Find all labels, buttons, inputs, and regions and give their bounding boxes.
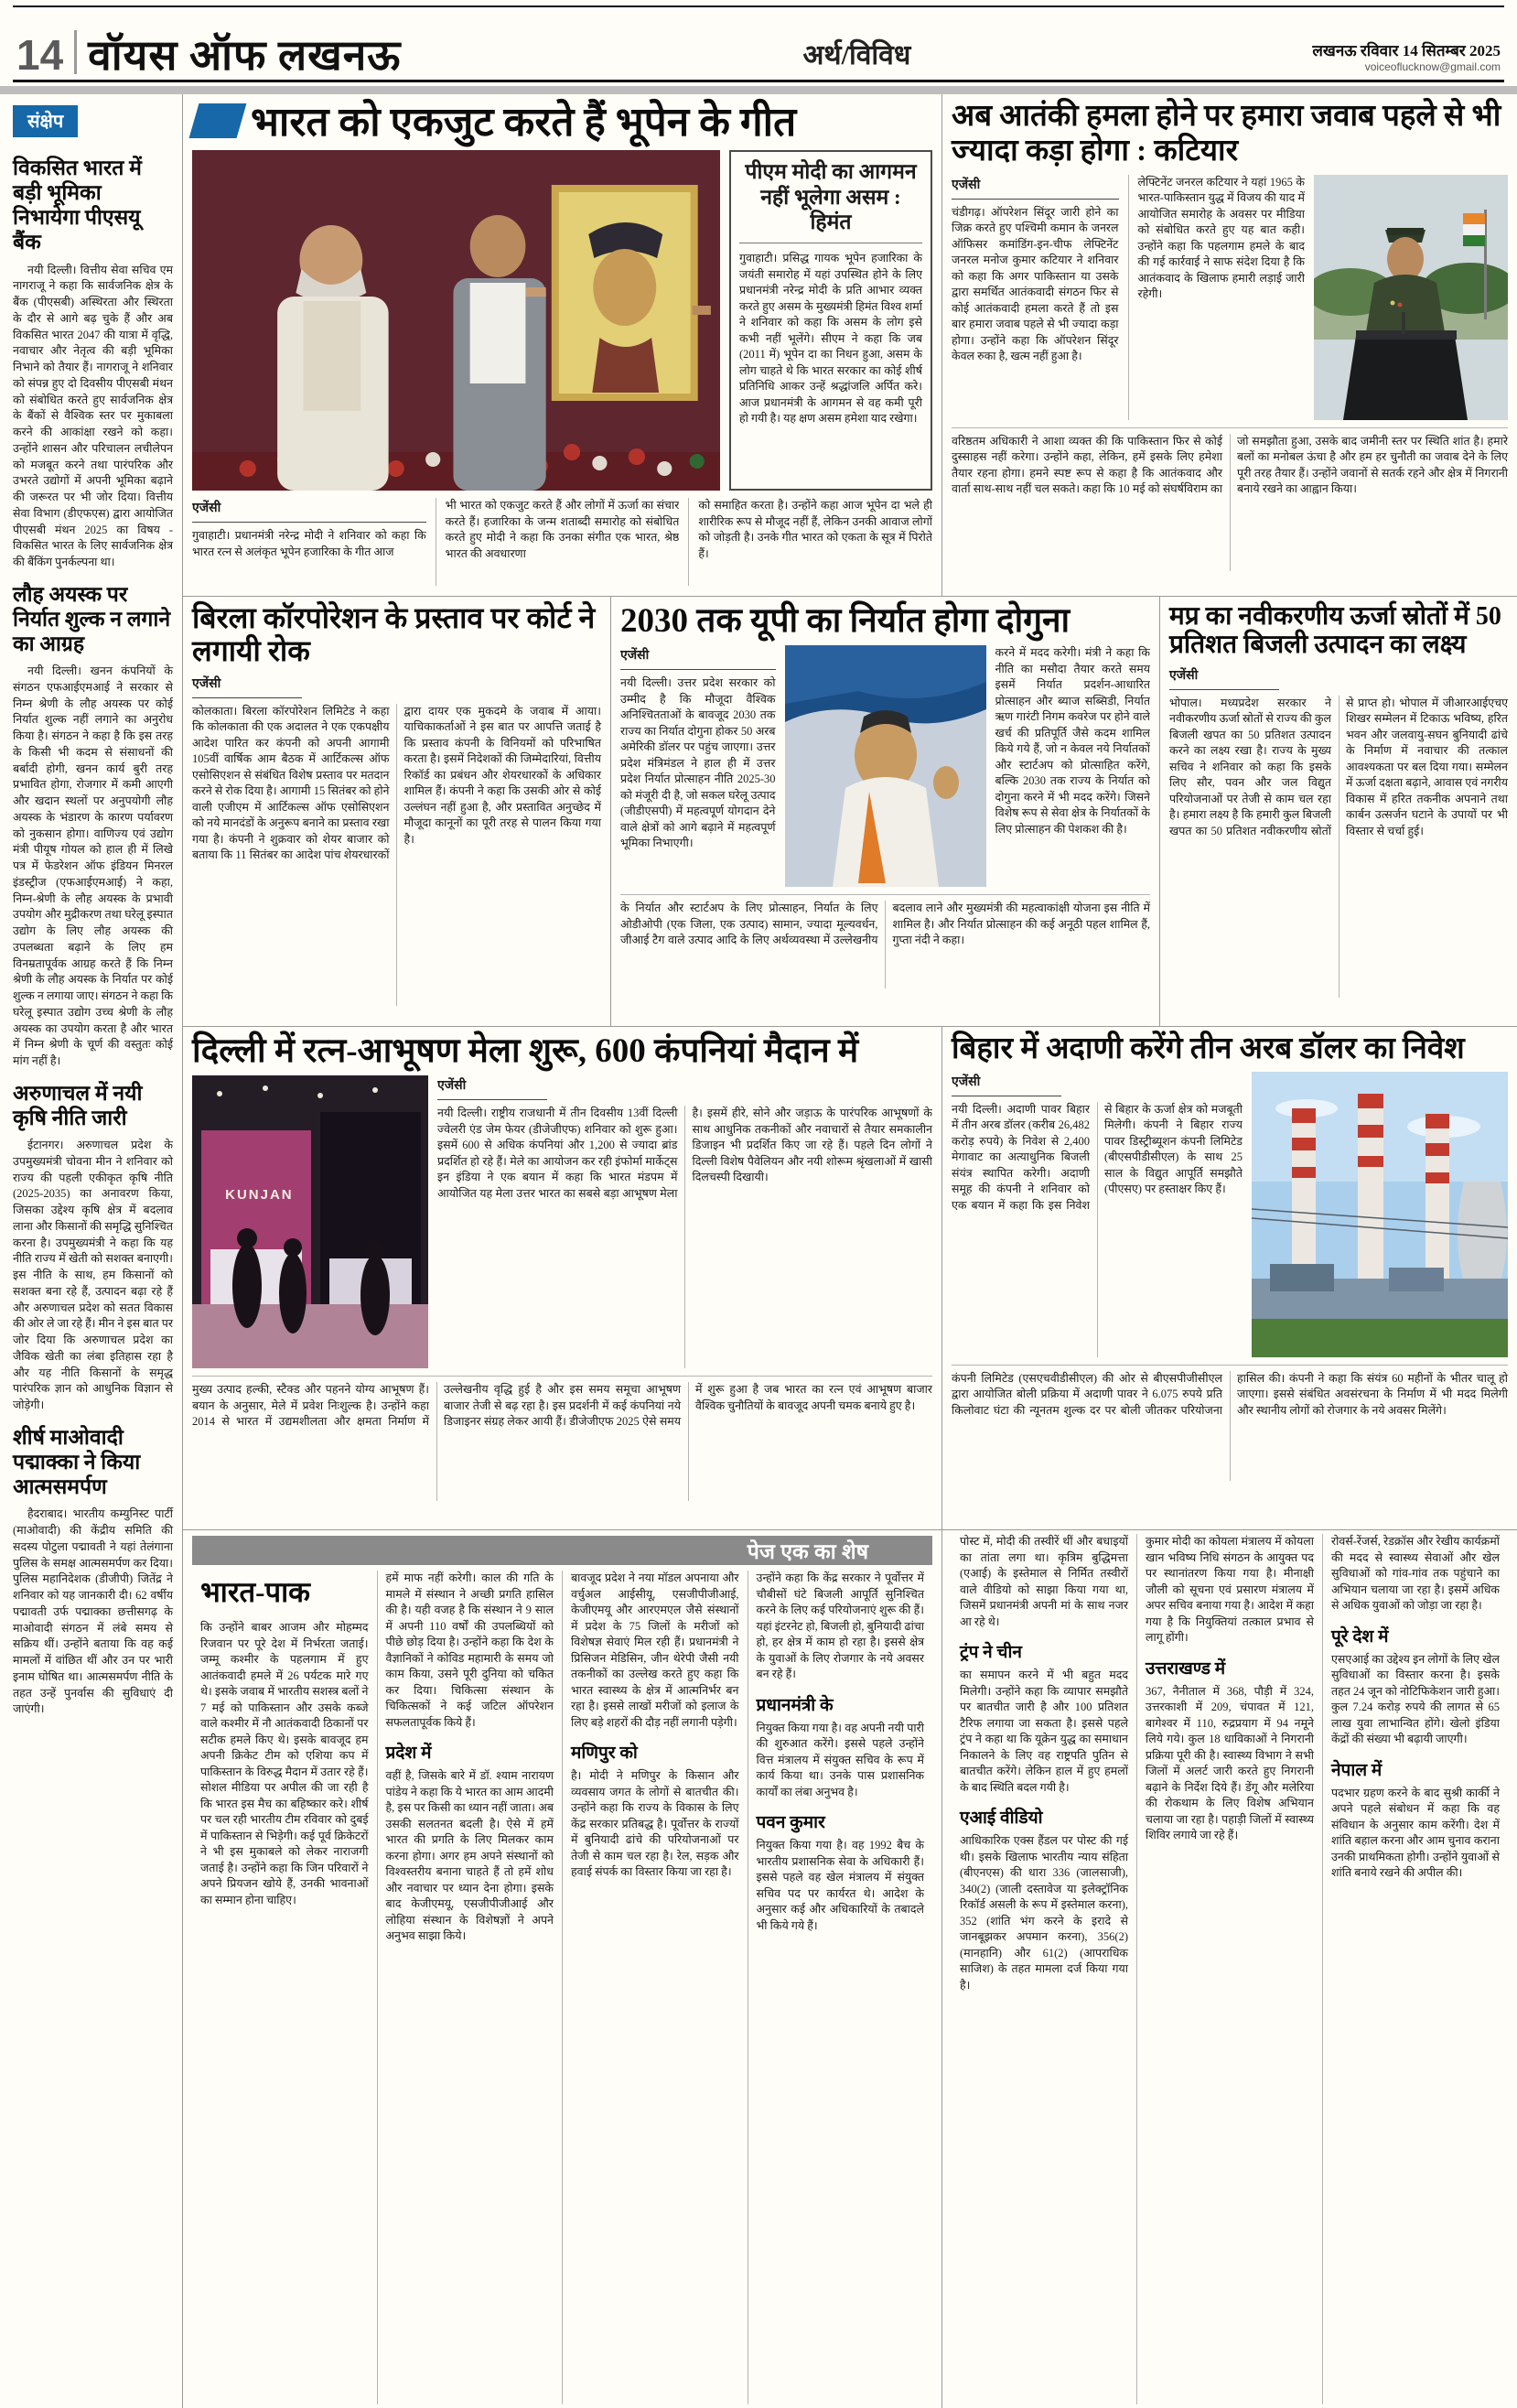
jump-col-2 bbox=[377, 1571, 563, 2404]
lead-text: गुवाहाटी। प्रधानमंत्री नरेन्द्र मोदी ने शनिवार को कहा कि भारत रत्न से अलंकृत भूपेन हजारिका के गीत आज bbox=[192, 529, 426, 558]
katiyar-col-1 bbox=[952, 175, 1119, 420]
article-up-export bbox=[611, 597, 1160, 1026]
jump-col4-text: उन्होंने कहा कि केंद्र सरकार ने पूर्वोत्तर में चौबीसों घंटे बिजली आपूर्ति सुनिश्चित करने के लिए कई परियोजनाएं शुरू की हैं। यहां इंटरनेट हो, बिजली हो, बुनियादी ढांचा हो, हर क्षेत्र में काम हो रहा है। इससे क्षेत्र के युवाओं के लिए रोजगार के नये अवसर बन रहे हैं। bbox=[756, 1571, 924, 1680]
lead-col-3: को समाहित करता है। उन्होंने कहा आज भूपेन दा भले ही शारीरिक रूप से मौजूद नहीं हैं, लेकिन उनकी आवाज लोगों को जोड़ती है। उनके गीत भारत को एकता के सूत्र में पिरोते हैं। bbox=[688, 498, 932, 586]
pm-text: नियुक्त किया गया है। वह अपनी नयी पारी की शुरुआत करेंगे। इससे पहले उन्होंने वित्त मंत्रालय में संयुक्त सचिव के रूप में कार्य किया था। उनके पास प्रशासनिक कार्यों का लंबा अनुभव है। bbox=[756, 1721, 924, 1798]
brief-item-iron-ore bbox=[13, 582, 173, 1070]
birla-headline: बिरला कॉरपोरेशन के प्रस्ताव पर कोर्ट ने लगायी रोक bbox=[192, 601, 596, 667]
birla-byline: एजेंसी bbox=[192, 674, 302, 698]
jump-col2-text: हमें माफ नहीं करेगी। काल की गति के मामले में संस्थान ने अच्छी प्रगति हासिल की है। यही वजह है कि संस्थान ने 9 साल में अपनी 110 वर्षों की उपलब्धियों को पीछे छोड़ दिया है। उन्होंने कहा कि देश के वैज्ञानिकों ने कोविड महामारी के समय जो काम किया, उसने पूरी दुनिया को चकित कर दिया। चिकित्सा संस्थान के चिकित्सकों ने कई जटिल ऑपरेशन सफलतापूर्वक किये हैं। bbox=[385, 1571, 554, 1729]
up-minister-photo bbox=[785, 645, 986, 887]
jump-col-3 bbox=[562, 1571, 748, 2404]
pradesh-me-text: वहीं है, जिसके बारे में डॉ. श्याम नारायण पांडेय ने कहा कि ये भारत का आम आदमी है, इस पर किसी का ध्यान नहीं जाता। अब उसकी सलतनत बदली है। ऐसे में हमें भारत की प्रगति के लिए मिलकर काम करना होगा। अगर हम अपने संस्थानों को विश्वस्तरीय बनाना चाहते हैं तो हमें शोध और नवाचार पर ध्यान देना होगा। इसके बाद केजीएमयू, एसजीपीजीआई और लोहिया संस्थान के विशेषज्ञों ने अपने अनुभव साझा किये। bbox=[385, 1769, 554, 1942]
jewellery-photo-art bbox=[192, 1075, 428, 1368]
portrait-frame bbox=[552, 185, 698, 401]
jump-col-5 bbox=[952, 1534, 1136, 2404]
contact-email: voiceoflucknow@gmail.com bbox=[1364, 60, 1501, 73]
trump-china-text: का समापन करने में भी बहुत मदद मिलेगी। उन्होंने कहा कि व्यापार समझौते पर बातचीत जारी है और 100 प्रतिशत टैरिफ लगाया जा सकता है। इससे पहले ट्रंप ने कहा था कि यूक्रेन युद्ध का समाधान निकालने के लिए वह राष्ट्रपति पुतिन से बातचीत करेंगे। लेकिन हाल में हुए हमलों के बाद स्थिति बदल गयी है। bbox=[960, 1668, 1128, 1794]
brief-item-psu-banks bbox=[13, 156, 173, 571]
jewellery-byline: एजेंसी bbox=[437, 1075, 547, 1100]
katiyar-headline: अब आतंकी हमला होने पर हमारा जवाब पहले से भी ज्यादा कड़ा होगा : कटियार bbox=[952, 100, 1501, 167]
blue-accent-shape bbox=[189, 103, 247, 138]
continued-bar-label: पेज एक का शेष bbox=[747, 1539, 868, 1563]
adani-photo-art bbox=[1252, 1072, 1508, 1357]
uttarakhand-text: 367, नैनीताल में 368, पौड़ी में 324, उत्तरकाशी में 209, चंपावत में 121, बागेश्वर में 110, रुद्रप्रयाग में 94 नमूने लिये गये। कुल 18 धाविकाओं ने निगरानी प्रक्रिया पूरी की है। स्वास्थ्य विभाग ने सभी जिलों में अलर्ट जारी करते हुए निगरानी बढ़ाने के निर्देश दिये हैं। डेंगू और मलेरिया की रोकथाम के लिए विशेष अभियान चलाया जा रहा है। पहाड़ी जिलों में स्वास्थ्य शिविर लगाये जा रहे हैं। bbox=[1146, 1684, 1314, 1841]
katiyar-byline: एजेंसी bbox=[952, 175, 1119, 200]
himanta-box-body: गुवाहाटी। प्रसिद्ध गायक भूपेन हजारिका के जयंती समारोह में यहां उपस्थित होने के लिए प्रधानमंत्री नरेन्द्र मोदी के प्रति आभार व्यक्त करते हुए असम के मुख्यमंत्री हिमंत विश्व शर्मा ने शनिवार को कहा कि असम के लोग इसे कभी नहीं भूलेंगे। सीएम ने कहा कि जब (2011 में) भूपेन दा का निधन हुआ, असम के लोग चाहते थे कि भारत सरकार का कोई शीर्ष प्रतिनिधि आकर उन्हें श्रद्धांजलि अर्पित करे। आज प्रधानमंत्री के आगमन से वह कमी पूरी हो गयी है। यह क्षण असम हमेशा याद रखेगा। bbox=[739, 252, 922, 426]
adani-byline: एजेंसी bbox=[952, 1072, 1061, 1096]
jump-col6-text: कुमार मोदी का कोयला मंत्रालय में कोयला खान भविष्य निधि संगठन के आयुक्त पद पर स्थानांतरण किया गया है। मीनाक्षी जौली को सूचना एवं प्रसारण मंत्रालय में अपर सचिव बनाया गया है। आदेश में कहा गया है कि नियुक्तियां तत्काल प्रभाव से लागू होंगी। bbox=[1146, 1535, 1314, 1644]
lead-col-1 bbox=[192, 498, 426, 586]
ai-video-head: एआई वीडियो bbox=[960, 1809, 1043, 1828]
adani-text: नयी दिल्ली। अदाणी पावर बिहार में तीन अरब डॉलर (करीब 26,482 करोड़ रुपये) के निवेश से 2,400 मेगावाट का अत्याधुनिक बिजली संयंत्र स्थापित करेगी। अदाणी समूह की कंपनी ने शनिवार को एक बयान में कहा कि इस निवेश से बिहार के ऊर्जा क्षेत्र को मजबूती मिलेगी। कंपनी ने बिहार राज्य पावर डिस्ट्रीब्यूशन कंपनी लिमिटेड (बीएसपीडीसीएल) के साथ 25 साल के विद्युत आपूर्ति समझौते (पीएसए) पर हस्ताक्षर किए हैं। bbox=[952, 1102, 1243, 1212]
article-adani bbox=[942, 1027, 1517, 1529]
nepal-text: पदभार ग्रहण करने के बाद सुश्री कार्की ने अपने पहले संबोधन में कहा कि वह संविधान के अनुसार काम करेंगी। देश में शांति बहाल करना और आम चुनाव कराना उनकी प्राथमिकता होगी। उन्होंने युवाओं से शांति बनाये रखने की अपील की। bbox=[1331, 1786, 1500, 1879]
kunjan-booth-sign: KUNJAN bbox=[225, 1187, 294, 1204]
article-bhupen bbox=[183, 94, 942, 596]
jump-col-india-pak bbox=[192, 1571, 377, 2404]
lead-byline: एजेंसी bbox=[192, 498, 426, 523]
uttarakhand-head: उत्तराखण्ड में bbox=[1146, 1658, 1226, 1679]
trump-china-head: ट्रंप ने चीन bbox=[960, 1643, 1022, 1662]
chimneys bbox=[1292, 1094, 1449, 1282]
bhupen-photo-art bbox=[192, 150, 720, 491]
paper-name: वॉयस ऑफ लखनऊ bbox=[88, 31, 402, 79]
briefs-sidebar bbox=[0, 94, 183, 2408]
jewellery-text: नयी दिल्ली। राष्ट्रीय राजधानी में तीन दिवसीय 13वीं दिल्ली ज्वेलरी एंड जेम फेयर (डीजेजीएफ) शनिवार को शुरू हुआ। इसमें 600 से अधिक कंपनियां और 1,200 से ज्यादा ब्रांड प्रदर्शित हो रहे हैं। मेले का आयोजन कर रही इंफोर्मा मार्केट्स इन इंडिया ने एक बयान में कहा कि भारत मंडपम में आयोजित यह मेला उत्तर भारत का सबसे बड़ा आभूषण मेला है। इसमें हीरे, सोने और जड़ाऊ के पारंपरिक आभूषणों के साथ आधुनिक तकनीकों और नवाचारों से तैयार समकालीन डिजाइन भी प्रदर्शित किए जा रहे हैं। पहले दिन लोगों ने दिल्ली विशेष पैवेलियन और नयी शोरूम श्रृंखलाओं में खासी दिलचस्पी दिखायी। bbox=[437, 1107, 932, 1200]
dateline: लखनऊ रविवार 14 सितम्बर 2025 bbox=[1312, 41, 1501, 59]
brief-body: नयी दिल्ली। खनन कंपनियों के संगठन एफआईएमआई ने सरकार से निम्न श्रेणी के लौह अयस्क पर कोई निर्यात शुल्क नहीं लगाने का अनुरोध किया है। संगठन ने कहा है कि इस तरह के किसी भी कदम से संसाधनों की बर्बादी होगी, खनन कार्य बुरी तरह प्रभावित होगा, रोजगार में कमी आएगी और खदान स्थलों पर अनुपयोगी लौह अयस्क के भंडारण के कारण पर्यावरण को नुकसान होगा। वाणिज्य एवं उद्योग मंत्री पीयूष गोयल को हाल ही में लिखे पत्र में फेडरेशन ऑफ इंडियन मिनरल इंडस्ट्रीज (एफआईएमआई) ने कहा, निम्न-श्रेणी के लौह अयस्क के प्रभावी उपयोग और मुद्रीकरण तथा घरेलू इस्पात उद्योग के लिए लौह अयस्क की उपलब्धता बढ़ाने के लिए हम विनम्रतापूर्वक आग्रह करते हैं कि निम्न श्रेणी के लौह अयस्क के निर्यात पर कोई शुल्क न लगाया जाए। संगठन ने कहा कि घरेलू इस्पात उद्योग उच्च श्रेणी के लौह अयस्क का उपयोग करता है और भारत में निम्न श्रेणी के चूर्ण की वस्तुतः कोई मांग नहीं है। bbox=[13, 664, 173, 1068]
brief-title: अरुणाचल में नयी कृषि नीति जारी bbox=[13, 1081, 143, 1129]
katiyar-photo-art bbox=[1314, 175, 1508, 420]
manipur-head: मणिपुर को bbox=[571, 1744, 638, 1763]
brief-body: ईटानगर। अरुणाचल प्रदेश के उपमुख्यमंत्री चोवना मीन ने शनिवार को राज्य की पहली एकीकृत कृषि नीति (2025-2035) का अनावरण किया, जिसका उद्देश्य कृषि क्षेत्र में बदलाव लाना और किसानों की समृद्धि सुनिश्चित करना है। उपमुख्यमंत्री ने कहा कि यह नीति राज्य में खेती को सशक्त बनाएगी। इस नीति के साथ, हम किसानों को सशक्त बना रहे हैं, उत्पादन बढ़ा रहे हैं और अरुणाचल प्रदेश को सतत विकास की ओर ले जा रहे हैं। मीन ने इस बात पर जोर दिया कि अरुणाचल प्रदेश का जैविक खेती का लंबा इतिहास रहा है और यह नीति किसानों के समृद्ध पारंपरिक ज्ञान को आधुनिक विज्ञान से जोड़ेगी। bbox=[13, 1139, 173, 1412]
pradesh-me-head: प्रदेश में bbox=[385, 1744, 432, 1763]
pm-head: प्रधानमंत्री के bbox=[756, 1695, 834, 1715]
nepal-head: नेपाल में bbox=[1331, 1760, 1383, 1780]
katiyar-text-bottom: वरिष्ठतम अधिकारी ने आशा व्यक्त की कि पाकिस्तान फिर से कोई दुस्साहस नहीं करेगा। उन्होंने कहा, लेकिन, हमें इसके लिए हमेशा तैयार रहना होगा। हमने स्पष्ट रूप से कहा है कि आतंकवाद और वार्ता साथ-साथ नहीं चल सकते। कहा कि 10 मई को संघर्षविराम का जो समझौता हुआ, उसके बाद जमीनी स्तर पर स्थिति शांत है। हमारे बलों का मनोबल ऊंचा है और हम हर चुनौती का जवाब देने के लिए पूरी तरह तैयार हैं। उन्होंने जवानों से सतर्क रहने और क्षेत्र में निगरानी बनाये रखने का आह्वान किया। bbox=[952, 427, 1508, 571]
jewellery-headline: दिल्ली में रत्न-आभूषण मेला शुरू, 600 कंपनियां मैदान में bbox=[192, 1032, 859, 1070]
jump-col3-text: बावजूद प्रदेश ने नया मॉडल अपनाया और वर्चुअल आईसीयू, एसजीपीजीआई, केजीएमयू और आरएमएल जैसे संस्थानों में प्रदेश के 75 जिलों के मरीजों को विशेषज्ञ सेवाएं मिल रही हैं। प्रधानमंत्री ने प्रिसिजन मेडिसिन, जीन थेरेपी जैसी नयी तकनीकों का उल्लेख करते हुए कहा कि भारत स्वास्थ्य के क्षेत्र में आत्मनिर्भर बन रहा है। इससे लाखों मरीजों को इलाज के लिए बड़े शहरों की दौड़ नहीं लगानी पड़ेगी। bbox=[571, 1571, 739, 1729]
briefs-label: संक्षेप bbox=[13, 105, 78, 137]
up-export-col-1 bbox=[620, 645, 776, 887]
jewellery-col-1 bbox=[437, 1075, 932, 1368]
up-export-text-bottom: के निर्यात और स्टार्टअप के लिए प्रोत्साहन, निर्यात के लिए ओडीओपी (एक जिला, एक उत्पाद) सामान, ज्यादा मूल्यवर्धन, जीआई टैग वाले उत्पाद आदि के लिए अर्थव्यवस्था में उल्लेखनीय बदलाव लाने और मुख्यमंत्री की महत्वाकांक्षी योजना इस नीति में शामिल है। और निर्यात प्रोत्साहन की कई अनूठी पहल शामिल हैं, गुप्ता नंदी ने कहा। bbox=[620, 894, 1150, 988]
masthead bbox=[13, 5, 1504, 82]
section-title: अर्थ/विविध bbox=[802, 40, 911, 70]
katiyar-podium-photo bbox=[1314, 175, 1508, 420]
lead-col-2: भी भारत को एकजुट करते हैं और लोगों में ऊर्जा का संचार करते हैं। हजारिका के जन्म शताब्दी समारोह को संबोधित करते हुए मोदी ने कहा कि उनका संगीत एक भारत, श्रेष्ठ भारत की अवधारणा bbox=[436, 498, 680, 586]
mp-energy-text: भोपाल। मध्यप्रदेश सरकार ने नवीकरणीय ऊर्जा स्रोतों से राज्य की कुल बिजली खपत का 50 प्रतिशत उत्पादन करने का लक्ष्य रखा है। राज्य के मुख्य सचिव ने शनिवार को कहा कि इसके लिए सौर, पवन और जल विद्युत परियोजनाओं पर तेजी से काम चल रहा है। हमारा लक्ष्य है कि हमारी कुल बिजली खपत का 50 प्रतिशत नवीकरणीय स्रोतों से प्राप्त हो। भोपाल में जीआरआईएचए शिखर सम्मेलन में टिकाऊ भविष्य, हरित भवन और जलवायु-सघन बुनियादी ढांचे के निर्माण में नवाचार की तत्काल आवश्यकता पर बल दिया गया। सम्मेलन में ऊर्जा दक्षता बढ़ाने, आवास एवं नगरीय विकास में हरित तकनीक अपनाने तथा कार्बन उत्सर्जन घटाने के उपायों पर भी विस्तार से चर्चा हुई। bbox=[1169, 696, 1508, 837]
himanta-box bbox=[729, 150, 932, 491]
jump-col5-text: पोस्ट में, मोदी की तस्वीरें थीं और बधाइयों का तांता लगा था। कृत्रिम बुद्धिमत्ता (एआई) के इस्तेमाल से निर्मित तस्वीरों वाले वीडियो को साझा किया गया था, जिसमें प्रधानमंत्री अपनी मां के साथ नजर आ रहे थे। bbox=[960, 1535, 1128, 1628]
masthead-divider bbox=[74, 30, 77, 74]
katiyar-text: चंडीगढ़। ऑपरेशन सिंदूर जारी होने का जिक्र करते हुए पश्चिमी कमान के जनरल ऑफिसर कमांडिंग-इन-चीफ लेफ्टिनेंट जनरल मनोज कुमार कटियार ने शनिवार को कहा कि अगर पाकिस्तान या उसके द्वारा समर्थित आतंकवादी संगठन फिर से कोई आतंकवादी हमला करते हैं तो इस बार हमारा जवाब पहले से भी ज्यादा कड़ा होगा। उन्होंने कहा कि ऑपरेशन सिंदूर केवल रुका है, खत्म नहीं हुआ है। bbox=[952, 205, 1119, 363]
adani-headline: बिहार में अदाणी करेंगे तीन अरब डॉलर का निवेश bbox=[952, 1032, 1465, 1065]
jump-col-4 bbox=[748, 1571, 933, 2404]
himanta-box-title: पीएम मोदी का आगमन नहीं भूलेगा असम : हिमंत bbox=[739, 159, 922, 243]
brief-title: विकसित भारत में बड़ी भूमिका निभायेगा पीएसयू बैंक bbox=[13, 157, 142, 254]
article-katiyar bbox=[942, 94, 1517, 596]
continued-bar bbox=[192, 1536, 932, 1565]
birla-text: कोलकाता। बिरला कॉरपोरेशन लिमिटेड ने कहा कि कोलकाता की एक अदालत ने एक एकपक्षीय आदेश पारित कर कंपनी को अपनी आगामी 105वीं वार्षिक आम बैठक में आर्टिकल्स ऑफ एसोसिएशन से संबंधित विशेष प्रस्ताव पर मतदान करने से रोक दिया है। आगामी 15 सितंबर को होने वाली एजीएम में आर्टिकल्स ऑफ एसोसिएशन को नये मानदंडों के अनुरूप बनाने का प्रस्ताव रखा गया है। कंपनी ने शुक्रवार को शेयर बाजार को बताया कि 11 सितंबर का आदेश पांच शेयरधारकों द्वारा दायर एक मुकदमे के जवाब में आया। याचिकाकर्ताओं ने इस बात पर आपत्ति जताई है कि प्रस्ताव कंपनी के विनियमों को परिभाषित करता है। इसमें निदेशकों की जिम्मेदारियां, वित्तीय रिकॉर्ड का प्रबंधन और शेयरधारकों के अधिकार शामिल हैं। कंपनी ने कहा कि उसकी ओर से कोई उल्लंघन नहीं हुआ है, और प्रस्तावित अनुच्छेद में मौजूदा कानूनों का पूरी तरह से पालन किया गया है। bbox=[192, 704, 601, 862]
brief-title: शीर्ष माओवादी पद्माक्का ने किया आत्मसमर्पण bbox=[13, 1425, 141, 1499]
jump-col7-text: रोवर्स-रेंजर्स, रेडक्रॉस और रेखीय कार्यक्रमों की मदद से स्वास्थ्य सेवाओं और खेल सुविधाओं को गांव-गांव तक पहुंचाने का अभियान चलाया जा रहा है। इसमें अधिक से अधिक युवाओं को जोड़ा जा रहा है। bbox=[1331, 1535, 1500, 1612]
manipur-text: है। मोदी ने मणिपुर के किसान और व्यवसाय जगत के लोगों से बातचीत की। उन्होंने कहा कि राज्य के विकास के लिए केंद्र सरकार प्रतिबद्ध है। पूर्वोत्तर के राज्यों में बुनियादी ढांचे की परियोजनाओं पर तेजी से काम चल रहा है। रेल, सड़क और हवाई संपर्क का विस्तार किया जा रहा है। bbox=[571, 1769, 739, 1878]
up-export-headline: 2030 तक यूपी का निर्यात होगा दोगुना bbox=[620, 602, 1071, 640]
article-birla bbox=[183, 597, 611, 1026]
brief-body: नयी दिल्ली। वित्तीय सेवा सचिव एम नागराजू ने कहा कि सार्वजनिक क्षेत्र के बैंक (पीएसबी) अस्थिरता और स्थिरता के दौर से आगे बढ़ चुके हैं और अब विकसित भारत 2047 की यात्रा में वृद्धि, नवाचार और नेतृत्व की बड़ी भूमिका निभाने को तैयार हैं। नागराजू ने शनिवार को संपन्न हुए दो दिवसीय पीएसबी मंथन को संबोधित करते हुए सार्वजनिक क्षेत्र के बैंकों से वैश्विक स्तर पर मुकाबला करने की आकांक्षा रखने को कहा। उन्होंने शासन और परिचालन लचीलेपन को मजबूत करने तथा पारंपरिक और उभरते उद्योगों में अपनी भूमिका बढ़ाने की जरूरत पर भी जोर दिया। वित्तीय सेवा विभाग (डीएफएस) द्वारा आयोजित पीएसबी मंथन 2025 का विषय - विकसित भारत के लिए सार्वजनिक क्षेत्र की बैंकिंग पुनर्कल्पना था। bbox=[13, 263, 173, 568]
article-mp-energy bbox=[1160, 597, 1517, 1026]
up-photo-art bbox=[785, 645, 986, 887]
ai-video-text: आधिकारिक एक्स हैंडल पर पोस्ट की गई थी। इसके खिलाफ भारतीय न्याय संहिता (बीएनएस) की धारा 336 (जालसाजी), 340(2) (जाली दस्तावेज या इलेक्ट्रॉनिक रिकॉर्ड असली के रूप में इस्तेमाल करना), 352 (शांति भंग करने के इरादे से जानबूझकर अपमान करना), 356(2) (मानहानि) और 61(2) (आपराधिक साजिश) के तहत मामला दर्ज किया गया है। bbox=[960, 1834, 1128, 1992]
pawan-kumar-head: पवन कुमार bbox=[756, 1813, 825, 1832]
up-export-byline: एजेंसी bbox=[620, 645, 776, 670]
india-pak-head: भारत-पाक bbox=[200, 1576, 310, 1608]
brief-body: हैदराबाद। भारतीय कम्युनिस्ट पार्टी (माओवादी) की केंद्रीय समिति की सदस्य पोटुला पद्मावती ने यहां तेलंगाना पुलिस के समक्ष आत्मसमर्पण कर दिया। पुलिस महानिदेशक (डीजीपी) जितेंद्र ने शनिवार को यह जानकारी दी। 62 वर्षीय पद्मावती उर्फ पद्माक्का छत्तीसगढ़ के माओवादी संगठन में लंबे समय से सक्रिय थीं। उन्होंने बताया कि वह कई मामलों में वांछित थीं और उन पर भारी इनाम घोषित था। आत्मसमर्पण नीति के तहत उन्हें पुनर्वास की सुविधाएं दी जाएंगी। bbox=[13, 1507, 173, 1716]
header-gray-band bbox=[0, 86, 1517, 94]
jump-col-6 bbox=[1136, 1534, 1322, 2404]
lead-headline: भारत को एकजुट करते हैं भूपेन के गीत bbox=[192, 100, 932, 145]
pure-desh-head: पूरे देश में bbox=[1331, 1626, 1389, 1647]
jump-section-right bbox=[942, 1530, 1517, 2408]
adani-text-bottom: कंपनी लिमिटेड (एसएचवीडीसीएल) की ओर से बीएसपीजीसीएल द्वारा आयोजित बोली प्रक्रिया में अदाणी पावर ने 6.075 रुपये प्रति किलोवाट घंटा की न्यूनतम शुल्क दर पर बोली जीतकर परियोजना हासिल की। कंपनी ने कहा कि संयंत्र 60 महीनों के भीतर चालू हो जाएगा। इससे संबंधित अवसंरचना के निर्माण में भी मदद मिलेगी और स्थानीय लोगों को रोजगार के नये अवसर मिलेंगे। bbox=[952, 1365, 1508, 1481]
article-jewellery bbox=[183, 1027, 942, 1529]
pawan-kumar-text: नियुक्त किया गया है। वह 1992 बैच के भारतीय प्रशासनिक सेवा के अधिकारी हैं। इससे पहले वह खेल मंत्रालय में संयुक्त सचिव पद पर कार्यरत थे। आदेश के अनुसार कई और अधिकारियों के तबादले भी किये गये हैं। bbox=[756, 1839, 924, 1932]
katiyar-col-2: लेफ्टिनेंट जनरल कटियार ने यहां 1965 के भारत-पाकिस्तान युद्ध में विजय की याद में आयोजित समारोह के अवसर पर मीडिया को संबोधित करते हुए यह बात कही। उन्होंने कहा कि पहलगाम हमले के बाद की गई कार्रवाई ने साफ संदेश दिया है कि आतंकवाद के खिलाफ हमारी लड़ाई जारी रहेगी। bbox=[1128, 175, 1306, 420]
up-export-col-2: करने में मदद करेगी। मंत्री ने कहा कि नीति का मसौदा तैयार करते समय इसमें निर्यात प्रदर्शन-आधारित प्रोत्साहन और ब्याज सब्सिडी, निर्यात ऋण गारंटी निगम कवरेज पर होने वाले खर्च की प्रतिपूर्ति जैसे कदम शामिल किये गये हैं, जो न केवल नये निर्यातकों और स्टार्टअप को प्रोत्साहित करेंगे, बल्कि 2030 तक राज्य के निर्यात को दोगुना करने में भी मदद करेंगे। जिसने विशेष रूप से सेवा क्षेत्र के निर्यातकों के लिए प्रोत्साहन की पेशकश की है। bbox=[995, 646, 1150, 836]
brief-title: लौह अयस्क पर निर्यात शुल्क न लगाने का आग्रह bbox=[13, 582, 171, 655]
bhupen-ceremony-photo bbox=[192, 150, 720, 491]
mp-energy-byline: एजेंसी bbox=[1169, 665, 1279, 690]
jewellery-text-bottom: मुख्य उत्पाद हल्की, स्टैक्ड और पहनने योग्य आभूषण हैं। बयान के अनुसार, मेले में प्रवेश निःशुल्क है। उन्होंने कहा 2014 से भारत में उद्यमशीलता और क्षमता निर्माण में उल्लेखनीय वृद्धि हुई है और इस समय समूचा आभूषण बाजार तेजी से बढ़ रहा है। इस प्रदर्शनी में कई कंपनियां नये डिजाइनर संग्रह लेकर आयी हैं। डीजेजीएफ 2025 ऐसे समय में शुरू हुआ है जब भारत का रत्न एवं आभूषण बाजार वैश्विक चुनौतियों के बावजूद अपनी चमक बनाये हुए है। bbox=[192, 1376, 932, 1501]
jump-section-left bbox=[183, 1530, 942, 2408]
jump-col-7 bbox=[1322, 1534, 1508, 2404]
jewellery-fair-photo bbox=[192, 1075, 428, 1368]
mp-energy-headline: मप्र का नवीकरणीय ऊर्जा स्रोतों में 50 प्रतिशत बिजली उत्पादन का लक्ष्य bbox=[1169, 602, 1501, 660]
brief-item-arunachal-policy bbox=[13, 1081, 173, 1414]
power-plant-photo bbox=[1252, 1072, 1508, 1357]
up-export-text: नयी दिल्ली। उत्तर प्रदेश सरकार को उम्मीद है कि मौजूदा वैश्विक अनिश्चितताओं के बावजूद 2030 तक राज्य का निर्यात दोगुना होकर 50 अरब अमेरिकी डॉलर पर पहुंच जाएगा। उत्तर प्रदेश मंत्रिमंडल ने हाल ही में उत्तर प्रदेश निर्यात प्रोत्साहन नीति 2025-30 को मंजूरी दी है, जो सकल घरेलू उत्पाद (जीडीएसपी) में महत्वपूर्ण योगदान देने वाले क्षेत्रों को आगे बढ़ाने में महत्वपूर्ण भूमिका निभाएगी। bbox=[620, 676, 776, 850]
adani-col-1 bbox=[952, 1072, 1243, 1357]
india-pak-text: कि उन्होंने बाबर आजम और मोहम्मद रिजवान पर पूरे देश में निर्भरता जताई। जम्मू कश्मीर के पहलगाम में हुए आतंकवादी हमले में 26 पर्यटक मारे गए थे। इसके जवाब में भारतीय सशस्त्र बलों ने 7 मई को पाकिस्तान और उसके कब्जे वाले कश्मीर में नौ आतंकवादी ठिकानों पर सटीक हमले किए थे। इसके बावजूद हम अपनी क्रिकेट टीम को एशिया कप में पाकिस्तान के विरुद्ध मैदान में उतार रहे हैं। सोशल मीडिया पर अपील की जा रही है कि भारत इस मैच का बहिष्कार करे। शीर्ष पर चल रही भारतीय टीम रविवार को दुबई में पाकिस्तान से भिड़ेगी। कई पूर्व क्रिकेटरों ने भी इस मुकाबले को लेकर नाराजगी जताई है। उन्होंने कहा कि जिन परिवारों ने अपने प्रियजन खोये हैं, उनकी भावनाओं का सम्मान होना चाहिए। bbox=[200, 1621, 369, 1906]
page-number: 14 bbox=[16, 30, 64, 79]
brief-item-maoist-surrender bbox=[13, 1425, 173, 1718]
pure-desh-text: एसएआई का उद्देश्य इन लोगों के लिए खेल सुविधाओं का विस्तार करना है। इसके तहत 24 जून को नोटिफिकेशन जारी हुआ। कुल 7.24 करोड़ रुपये की लागत से 65 लाख युवा लाभान्वित होंगे। खेलो इंडिया केंद्रों की संख्या भी बढ़ायी जाएगी। bbox=[1331, 1652, 1500, 1745]
